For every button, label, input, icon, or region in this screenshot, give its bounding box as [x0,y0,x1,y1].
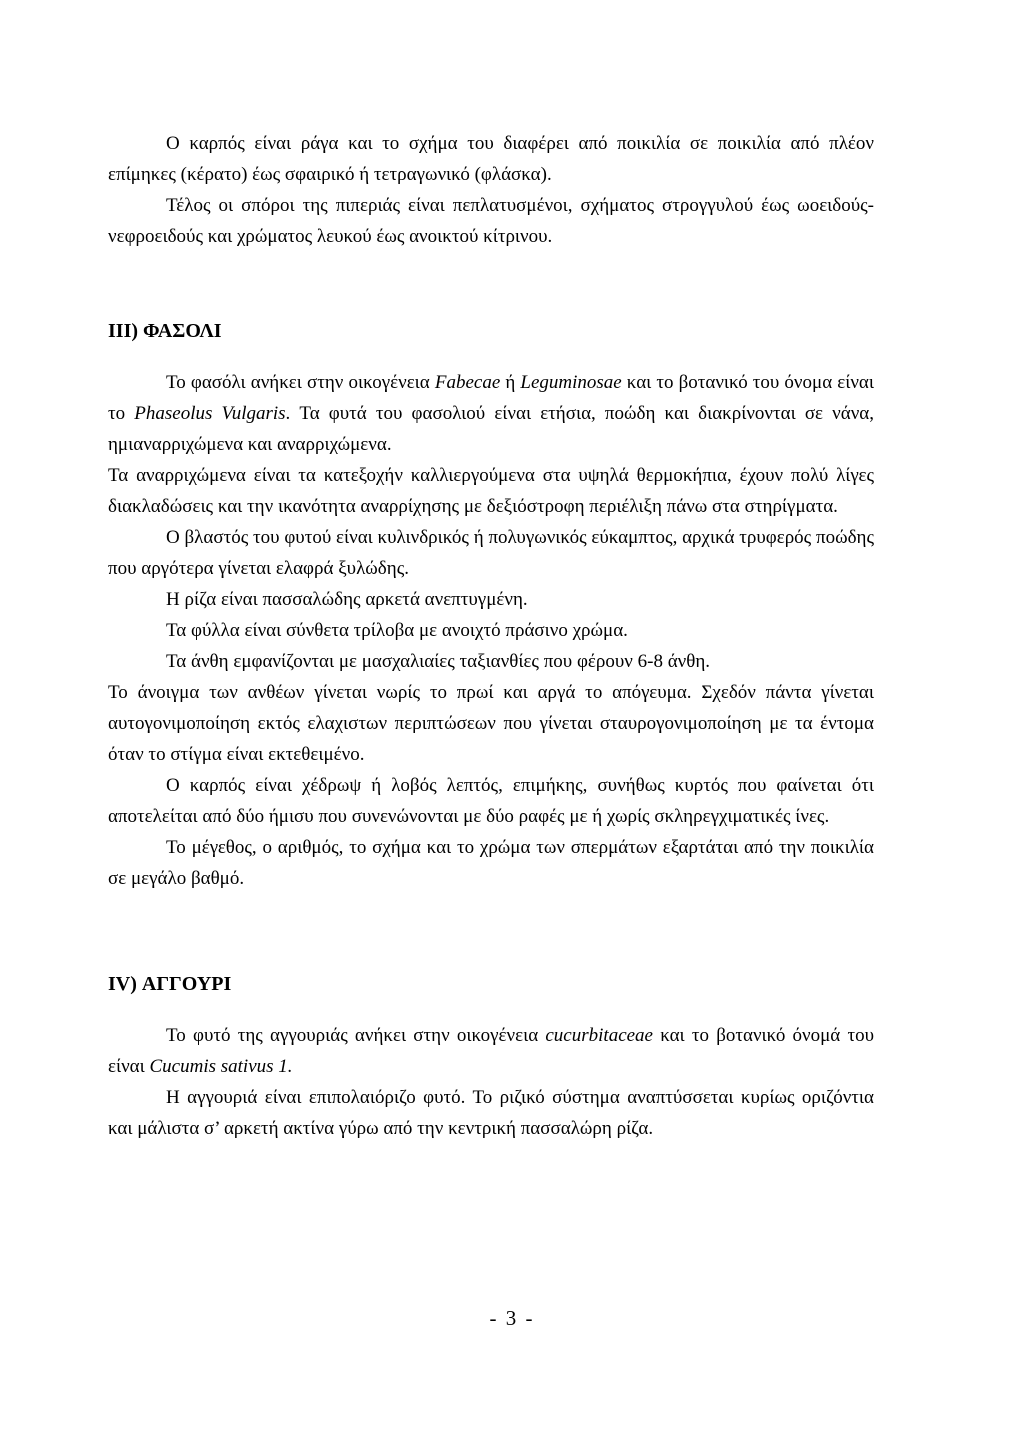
text-run: ή [500,372,521,393]
paragraph-seeds: Τέλος οι σπόροι της πιπεριάς είναι πεπλατυσμένοι, σχήματος στρογγυλού έως ωοειδούς-νεφροειδούς και χρώματος λευκού έως ανοικτού κίτρινου. [108,195,874,247]
italic-term: Cucumis sativus 1. [149,1056,293,1077]
section-heading-cucumber: IV) ΑΓΓΟΥΡΙ [108,973,232,995]
text-run: . Τα φυτά του φασολιού είναι ετήσια, ποώδη και διακρίνονται σε νάνα, ημιαναρριχώμενα και αναρριχώμενα. [108,403,875,455]
text-run: και το βοτανικό όνομά του είναι [108,1025,875,1077]
italic-term: Phaseolus Vulgaris [134,403,286,424]
paragraph-fruit-shape: Ο καρπός είναι ράγα και το σχήμα του διαφέρει από ποικιλία σε ποικιλία από πλέον επίμηκες (κέρατο) έως σφαιρικό ή τετραγωνικό (φλάσκα). [108,133,874,185]
italic-term: Leguminosae [520,372,622,393]
paragraph-climbing: Τα αναρριχώμενα είναι τα κατεξοχήν καλλιεργούμενα στα υψηλά θερμοκήπια, έχουν πολύ λίγες διακλαδώσεις και την ικανότητα αναρρίχησης με δεξιόστροφη περιέλιξη πάνω στα στηρίγματα. [108,465,874,517]
paragraph-bean-family [108,367,874,460]
paragraph-pollination: Το άνοιγμα των ανθέων γίνεται νωρίς το πρωί και αργά το απόγευμα. Σχεδόν πάντα γίνεται αυτογονιμοποίηση εκτός ελαχιστων περιπτώσεων που γίνεται σταυρογονιμοποίηση με τα έντομα όταν το στίγμα είναι εκτεθειμένο. [108,682,874,765]
paragraph-fruit: Ο καρπός είναι χέδρωψ ή λοβός λεπτός, επιμήκης, συνήθως κυρτός που φαίνεται ότι αποτελείται από δύο ήμισυ που συνενώνονται με δύο ραφές με ή χωρίς σκληρεγχιματικές ίνες. [108,775,874,827]
text-run: και το βοτανικό του όνομα είναι το [108,372,874,424]
text-run: Το φασόλι ανήκει στην οικογένεια [166,372,435,393]
paragraph-seeds-size: Το μέγεθος, ο αριθμός, το σχήμα και το χρώμα των σπερμάτων εξαρτάται από την ποικιλία σε μεγάλο βαθμό. [108,837,874,889]
text-run: Το φυτό της αγγουριάς ανήκει στην οικογένεια [166,1025,546,1046]
paragraph-leaves: Τα φύλλα είναι σύνθετα τρίλοβα με ανοιχτό πράσινο χρώμα. [166,620,628,641]
paragraph-cucumber-root: Η αγγουριά είναι επιπολαιόριζο φυτό. Το ριζικό σύστημα αναπτύσσεται κυρίως οριζόντια και μάλιστα σ’ αρκετή ακτίνα γύρω από την κεντρική πασσαλώρη ρίζα. [108,1087,874,1139]
paragraph-flowers: Τα άνθη εμφανίζονται με μασχαλιαίες ταξιανθίες που φέρουν 6-8 άνθη. [166,651,711,672]
italic-term: Fabecae [434,372,501,393]
page-number: - 3 - [489,1306,535,1330]
paragraph-cucumber-family [108,1020,874,1082]
paragraph-stem: Ο βλαστός του φυτού είναι κυλινδρικός ή πολυγωνικός εύκαμπτος, αρχικά τρυφερός ποώδης που αργότερα γίνεται ελαφρά ξυλώδης. [108,527,874,579]
paragraph-root: Η ρίζα είναι πασσαλώδης αρκετά ανεπτυγμένη. [166,589,528,610]
italic-term: cucurbitaceae [545,1025,653,1046]
section-heading-bean: III) ΦΑΣΟΛΙ [108,320,222,342]
